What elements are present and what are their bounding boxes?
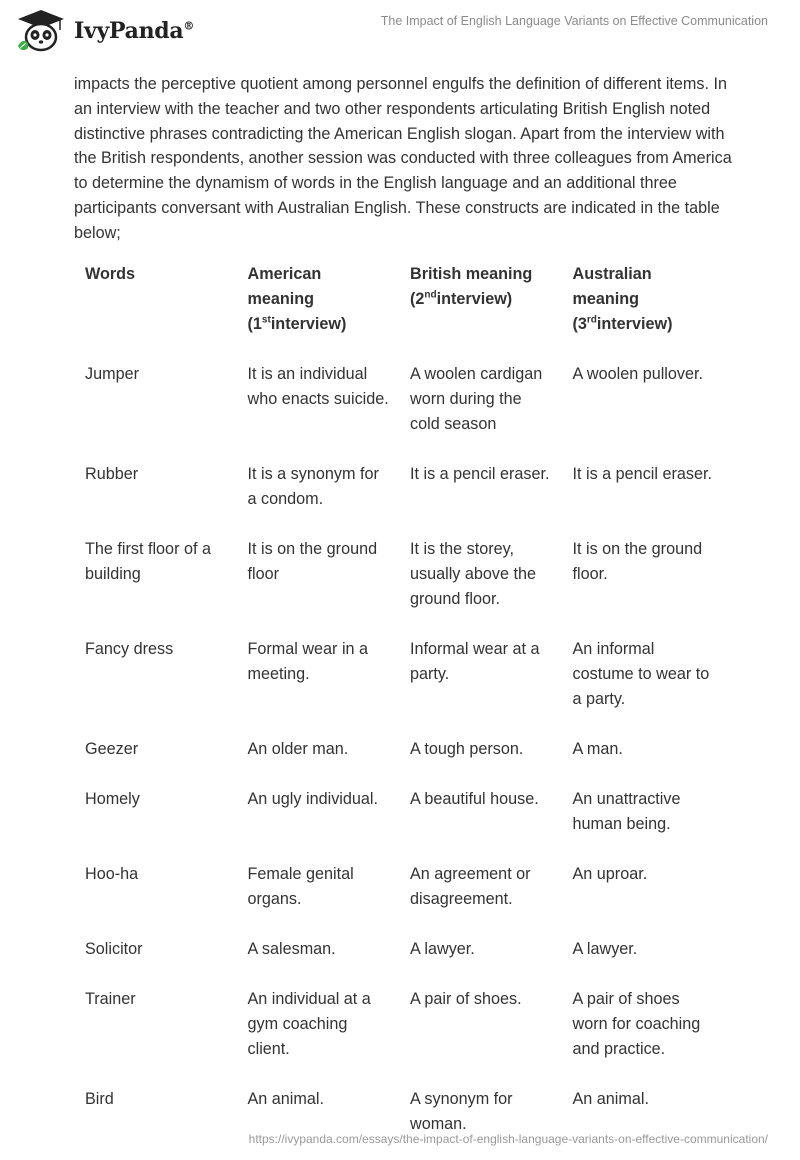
- australian-cell: It is on the ground floor.: [572, 540, 703, 583]
- ivypanda-logo[interactable]: [14, 8, 194, 54]
- table-row: [74, 454, 724, 529]
- word-cell: Hoo-ha: [85, 865, 139, 883]
- header-british: British meaning (2ndinterview): [410, 265, 533, 308]
- table-header-row: [74, 254, 724, 354]
- australian-cell: An uproar.: [572, 865, 648, 883]
- british-cell: A lawyer.: [410, 940, 475, 958]
- british-cell: A woolen cardigan worn during the cold season: [410, 365, 543, 433]
- table-row: [74, 354, 724, 454]
- american-cell: It is a synonym for a condom.: [247, 465, 379, 508]
- american-cell: An older man.: [247, 740, 349, 758]
- american-cell: Female genital organs.: [247, 865, 354, 908]
- table-row: [74, 629, 724, 729]
- american-cell: It is an individual who enacts suicide.: [247, 365, 389, 408]
- australian-cell: A woolen pullover.: [572, 365, 703, 383]
- australian-cell: An animal.: [572, 1090, 649, 1108]
- header-words: Words: [85, 265, 136, 283]
- brand-name: IvyPanda®: [74, 18, 195, 44]
- british-cell: An agreement or disagreement.: [410, 865, 531, 908]
- word-cell: Rubber: [85, 465, 139, 483]
- american-cell: An individual at a gym coaching client.: [247, 990, 371, 1058]
- table-row: [74, 779, 724, 854]
- british-cell: A beautiful house.: [410, 790, 539, 808]
- word-cell: Fancy dress: [85, 640, 174, 658]
- word-cell: The first floor of a building: [85, 540, 211, 583]
- australian-cell: An unattractive human being.: [572, 790, 681, 833]
- table-row: [74, 929, 724, 979]
- table-row: [74, 729, 724, 779]
- table-row: [74, 979, 724, 1079]
- british-cell: A tough person.: [410, 740, 524, 758]
- intro-paragraph: impacts the perceptive quotient among personnel engulfs the definition of different items. In an interview with the teacher and two other respondents articulating British English noted distinctive phrases contradicting the American English slogan. Apart from the interview with the British respondents, another session was conducted with three colleagues from America to determine the dynamism of words in the English language and an additional three participants conversant with Australian English. These constructs are indicated in the table below;: [74, 75, 732, 242]
- british-cell: It is a pencil eraser.: [410, 465, 550, 483]
- american-cell: It is on the ground floor: [247, 540, 378, 583]
- british-cell: Informal wear at a party.: [410, 640, 540, 683]
- american-cell: An animal.: [247, 1090, 324, 1108]
- american-cell: An ugly individual.: [247, 790, 378, 808]
- american-cell: Formal wear in a meeting.: [247, 640, 369, 683]
- header-american: American meaning (1stinterview): [247, 265, 347, 333]
- australian-cell: A lawyer.: [572, 940, 638, 958]
- document-title: The Impact of English Language Variants on Effective Communication: [380, 14, 768, 28]
- word-cell: Bird: [85, 1090, 114, 1108]
- page-header: [0, 0, 800, 60]
- british-cell: A pair of shoes.: [410, 990, 522, 1008]
- australian-cell: A pair of shoes worn for coaching and practice.: [572, 990, 701, 1058]
- australian-cell: It is a pencil eraser.: [572, 465, 712, 483]
- australian-cell: A man.: [572, 740, 623, 758]
- table-row: [74, 529, 724, 629]
- header-australian: Australian meaning (3rdinterview): [572, 265, 673, 333]
- source-url-link[interactable]: https://ivypanda.com/essays/the-impact-of-english-language-variants-on-effective-communication/: [248, 1132, 768, 1146]
- british-cell: It is the storey, usually above the ground floor.: [410, 540, 536, 608]
- table-row: [74, 854, 724, 929]
- word-cell: Homely: [85, 790, 140, 808]
- australian-cell: An informal costume to wear to a party.: [572, 640, 710, 708]
- word-cell: Trainer: [85, 990, 136, 1008]
- word-cell: Jumper: [85, 365, 139, 383]
- word-meanings-table: [74, 254, 724, 1154]
- word-cell: Geezer: [85, 740, 139, 758]
- panda-graduate-icon: [14, 8, 68, 54]
- british-cell: A synonym for woman.: [410, 1090, 513, 1133]
- word-cell: Solicitor: [85, 940, 143, 958]
- american-cell: A salesman.: [247, 940, 336, 958]
